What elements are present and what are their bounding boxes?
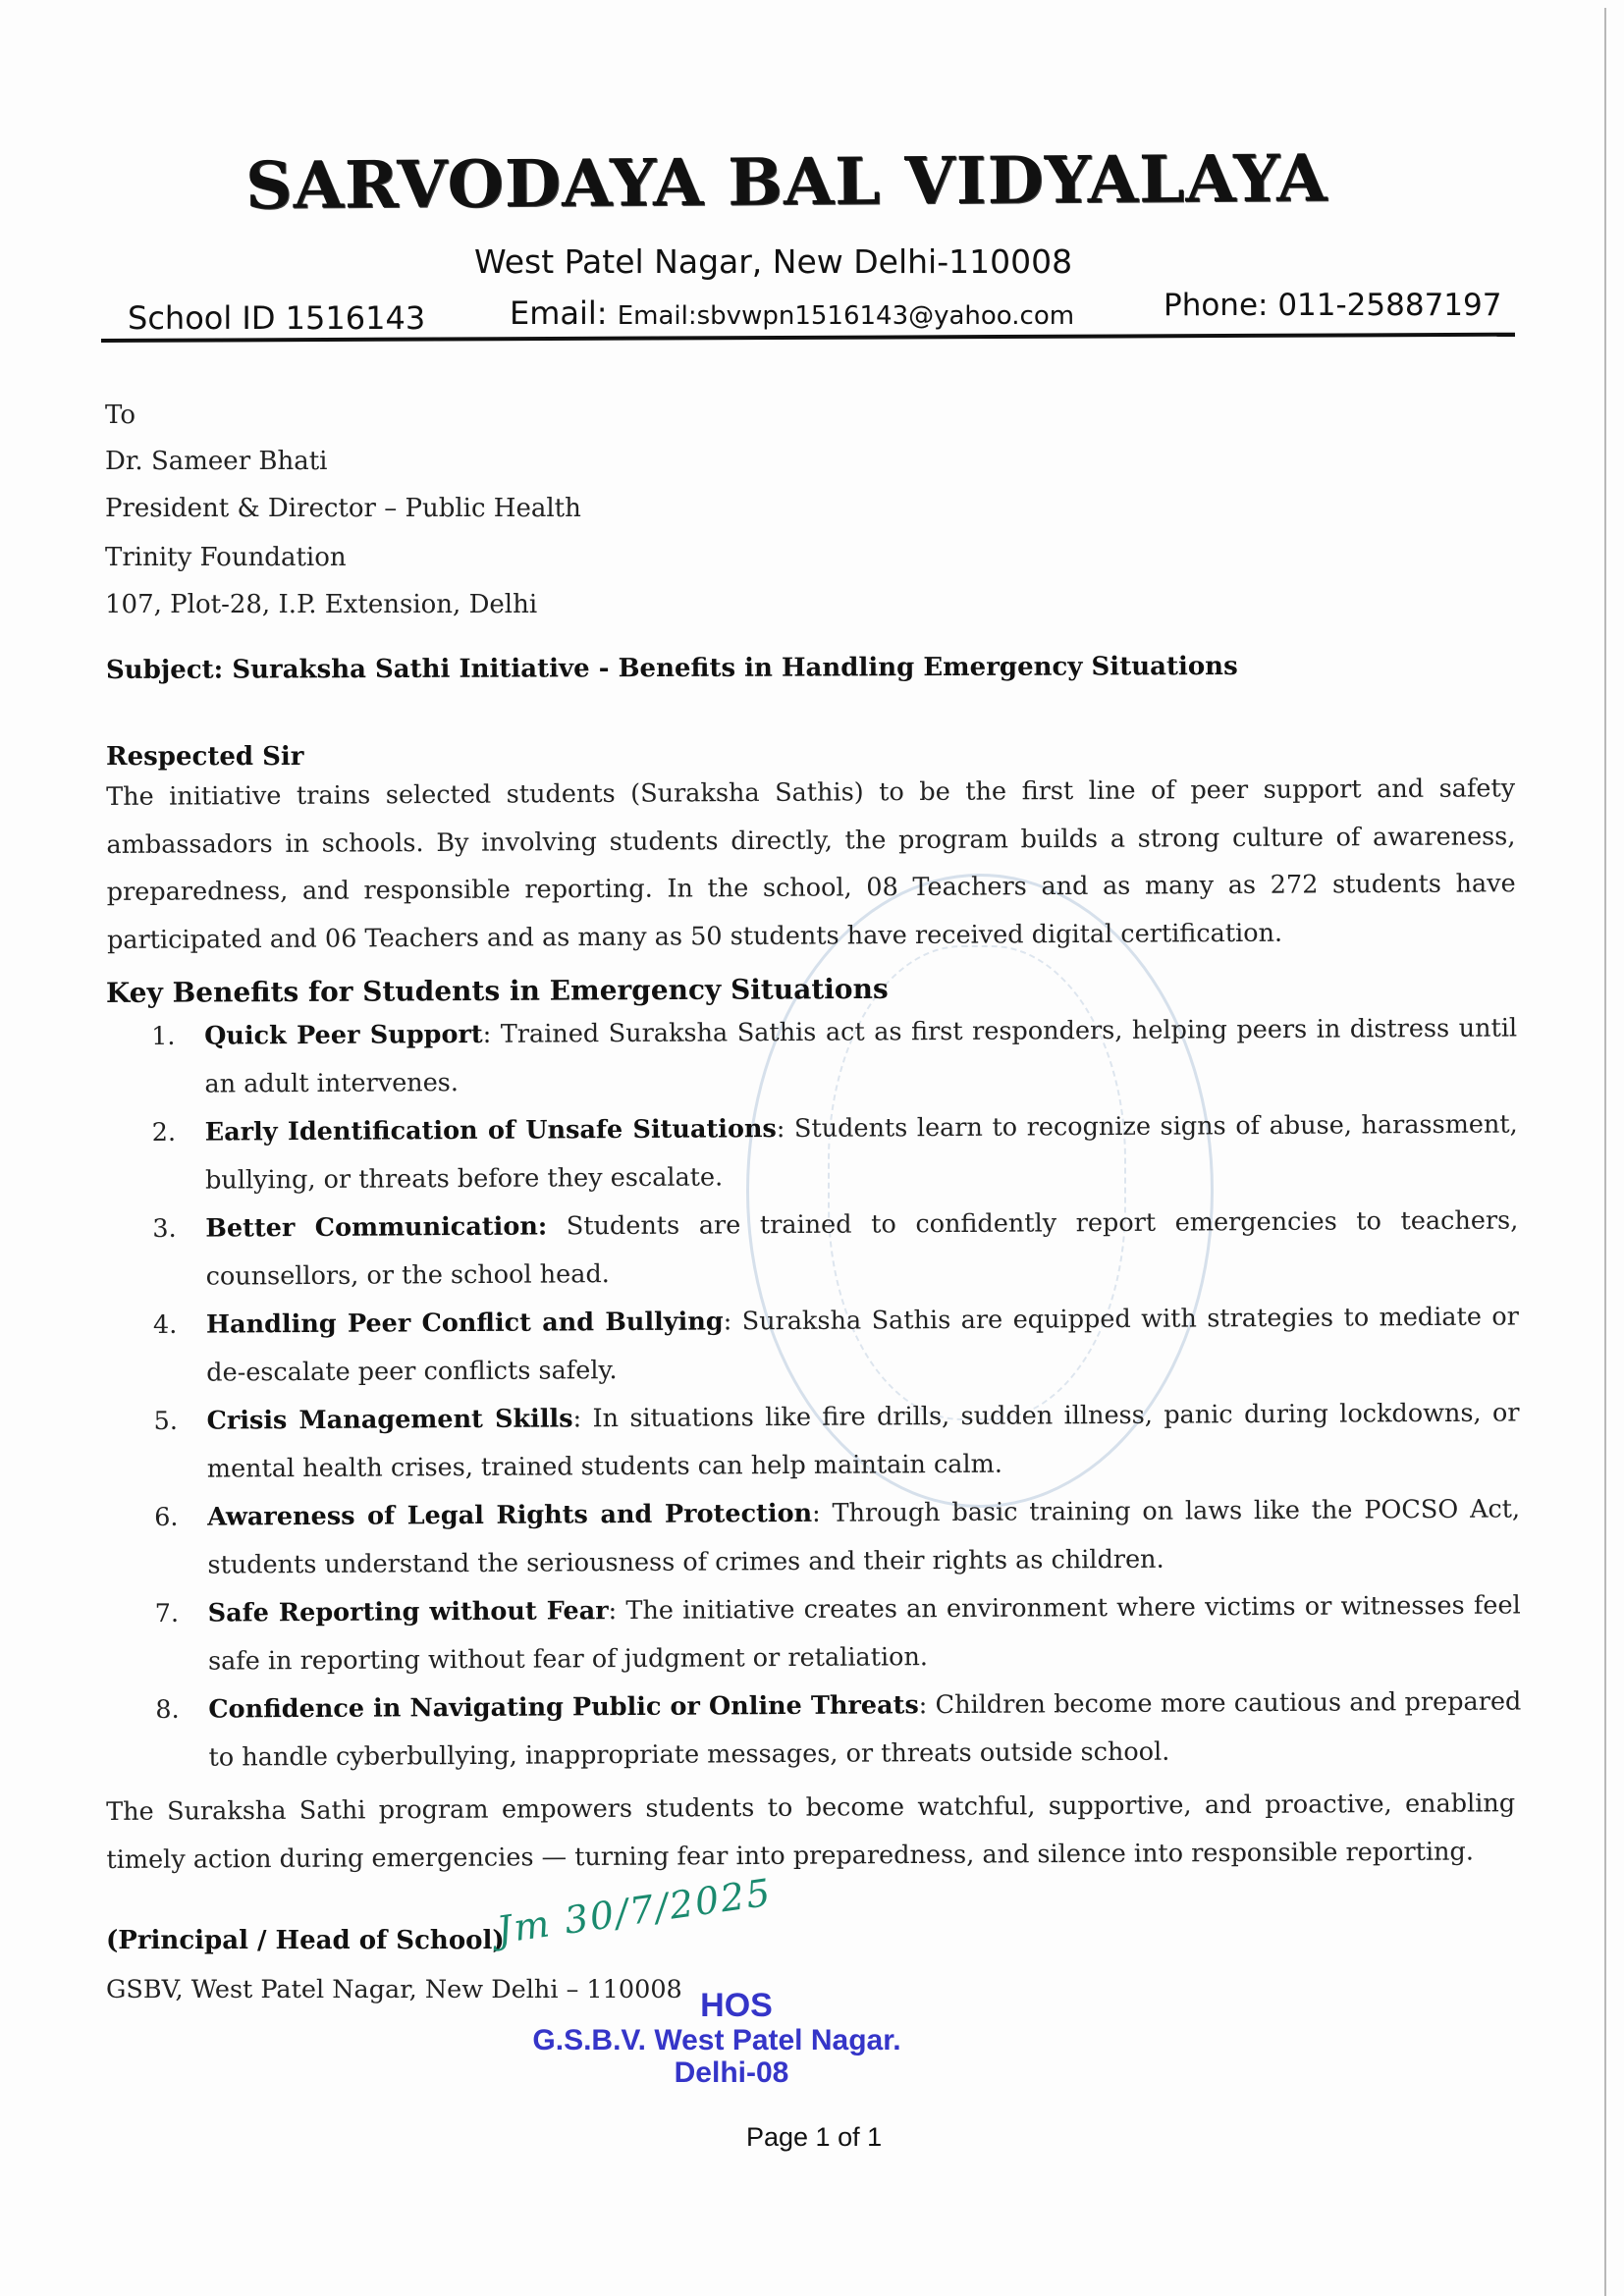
benefit-text: : Children become more cautious and prepared to handle cyberbullying, inappropriate messages, or threats outside school. [208,1686,1522,1773]
benefit-title: Early Identification of Unsafe Situations [204,1114,777,1148]
recipient-organization: Trinity Foundation [105,543,347,572]
recipient-address: 107, Plot-28, I.P. Extension, Delhi [105,590,538,619]
signatory-organization: GSBV, West Patel Nagar, New Delhi – 110008 [106,1975,682,2004]
stamp-line-city: Delhi-08 [674,2056,789,2090]
benefit-number: 8. [155,1694,180,1725]
benefit-item [151,1678,1522,1782]
benefit-number: 2. [151,1117,177,1148]
email-address-link[interactable]: Email:sbvwpn1516143@yahoo.com [617,301,1075,331]
recipient-to: To [105,400,135,430]
benefit-number: 3. [152,1213,177,1244]
benefit-number: 1. [151,1021,176,1051]
scan-edge-line [1604,8,1606,2296]
letter-subject: Subject: Suraksha Sathi Initiative - Benefits in Handling Emergency Situations [105,651,1238,685]
recipient-name: Dr. Sameer Bhati [105,447,328,476]
benefit-title: Better Communication: [205,1211,548,1244]
handwritten-signature: Jm 30/7/2025 [494,1870,775,1952]
benefit-text: Students are trained to confidently report emergencies to teachers, counsellors, or the school head. [205,1205,1519,1292]
benefit-title: Crisis Management Skills [206,1404,573,1436]
school-name-heading: SARVODAYA BAL VIDYALAYA [244,139,1328,224]
benefit-number: 6. [154,1502,179,1532]
benefit-text: : Trained Suraksha Sathis act as first responders, helping peers in distress until an adult intervenes. [204,1013,1518,1099]
benefit-title: Quick Peer Support [204,1019,483,1051]
benefit-text: : The initiative creates an environment where victims or witnesses feel safe in reporting without fear of judgment or retaliation. [207,1590,1521,1677]
school-address: West Patel Nagar, New Delhi-110008 [474,242,1073,281]
benefit-text: : Students learn to recognize signs of abuse, harassment, bullying, or threats before they escalate. [204,1109,1518,1196]
signatory-role: (Principal / Head of School) [106,1926,505,1955]
benefit-number: 5. [153,1406,178,1436]
benefit-item [149,1389,1520,1493]
benefit-item [150,1485,1521,1589]
page-number: Page 1 of 1 [746,2122,883,2152]
benefit-item [149,1293,1520,1397]
benefit-item [148,1100,1519,1204]
benefit-text: : Suraksha Sathis are equipped with strategies to mediate or de-escalate peer conflicts safely. [206,1302,1520,1388]
email-label: Email: [510,294,618,332]
benefit-item [148,1197,1519,1301]
benefits-heading: Key Benefits for Students in Emergency Situations [105,972,889,1009]
school-id: School ID 1516143 [128,299,426,337]
benefit-item [147,1004,1518,1108]
stamp-line-hos: HOS [700,1987,773,2024]
benefit-text: : Through basic training on laws like the POCSO Act, students understand the seriousness of crimes and their rights as children. [207,1494,1521,1580]
benefit-item [151,1581,1522,1685]
phone-number: Phone: 011-25887197 [1164,288,1502,323]
benefit-number: 7. [154,1598,180,1629]
benefit-title: Safe Reporting without Fear [207,1596,609,1629]
benefit-title: Awareness of Legal Rights and Protection [207,1498,813,1532]
recipient-title: President & Director – Public Health [105,494,581,523]
benefit-text: : In situations like fire drills, sudden illness, panic during lockdowns, or mental health crises, trained students can help maintain calm. [206,1398,1520,1484]
benefit-title: Confidence in Navigating Public or Online Threats [208,1690,919,1725]
benefit-number: 4. [152,1309,178,1340]
stamp-line-school: G.S.B.V. West Patel Nagar. [532,2024,901,2057]
email-line [510,294,1074,332]
benefits-list [147,1004,1522,1783]
official-stamp [530,1988,903,2089]
intro-paragraph: The initiative trains selected students (Suraksha Sathis) to be the first line of peer support and safety ambassadors in schools. By involving students directly, the program builds a strong culture of awareness, preparedness, and responsible reporting. In the school, 08 Teachers and as many as 272 students have participated and 06 Teachers and as many as 50 students have received digital certification. [106,774,1516,955]
benefit-title: Handling Peer Conflict and Bullying [205,1307,724,1340]
salutation: Respected Sir [106,742,304,772]
closing-paragraph: The Suraksha Sathi program empowers students to become watchful, supportive, and proactive, enabling timely action during emergencies — turning fear into preparedness, and silence into responsible reporting. [106,1789,1516,1875]
